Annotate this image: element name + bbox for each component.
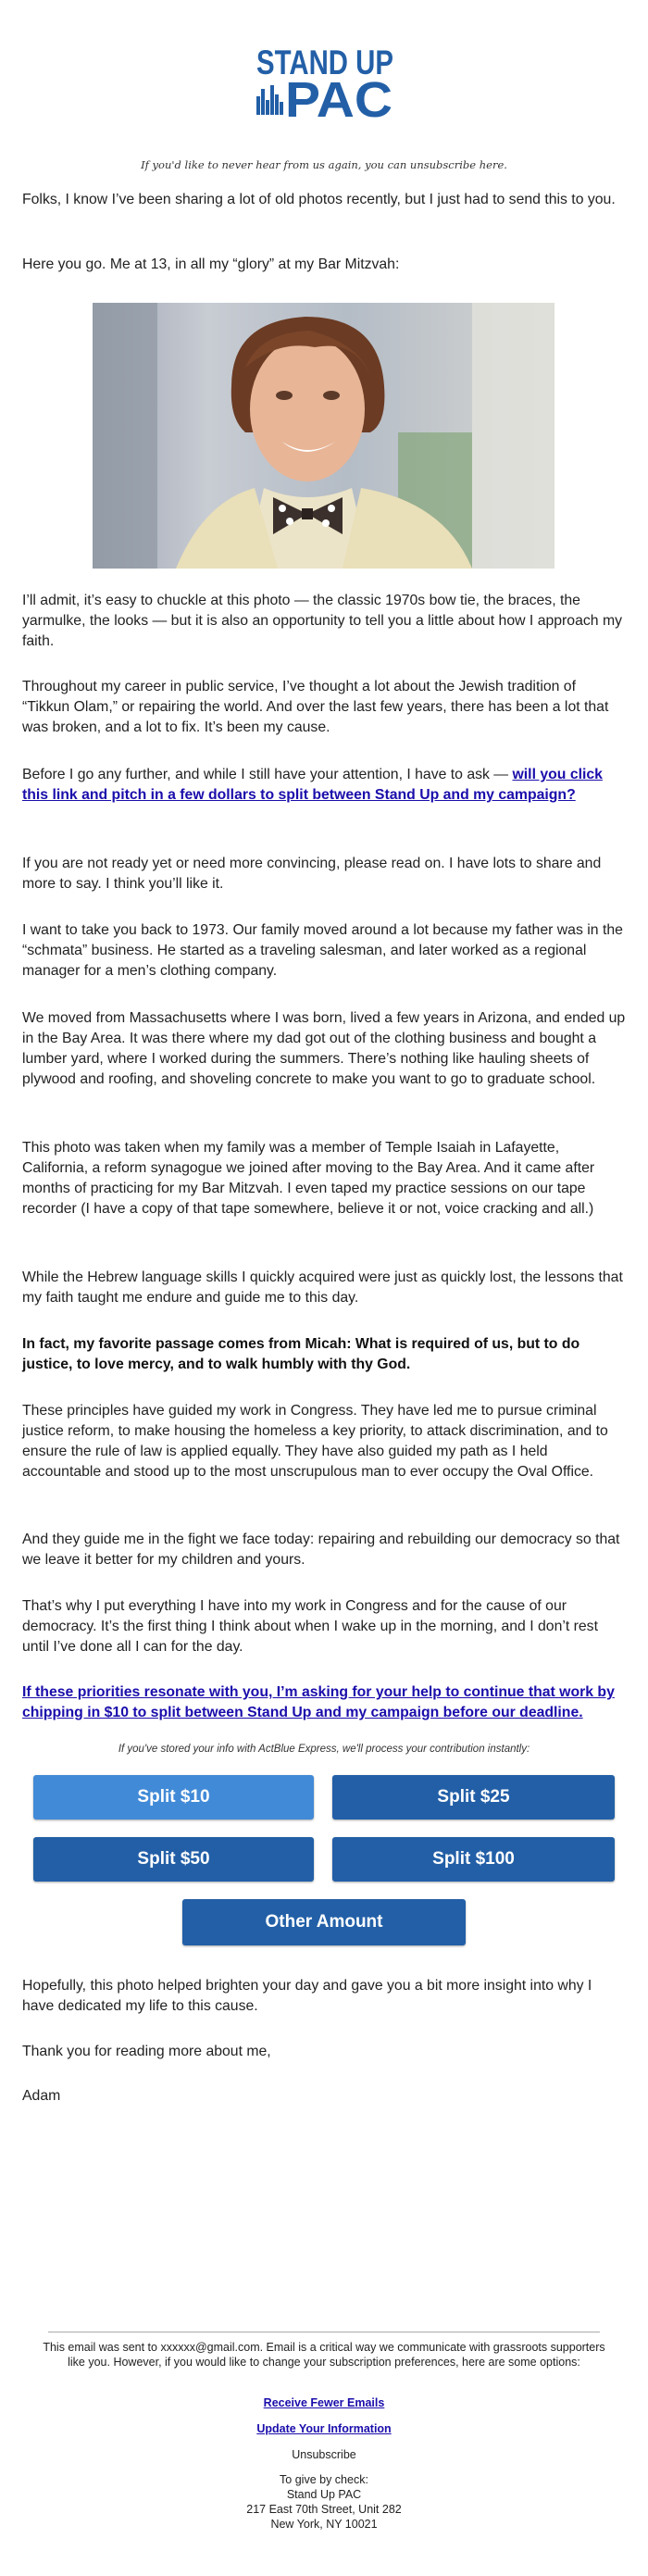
paragraph-ask xyxy=(22,765,626,806)
paragraph-intro: Folks, I know I’ve been sharing a lot of old photos recently, but I just had to send this to you. xyxy=(22,192,616,207)
ask-text: Before I go any further, and while I still have your attention, I have to ask — xyxy=(22,767,513,782)
donate-priorities-link[interactable]: If these priorities resonate with you, I’m asking for your help to continue that work by chipping in $10 to split between Stand Up and my campaign before our deadline. xyxy=(22,1684,615,1720)
unsubscribe-notice[interactable]: If you'd like to never hear from us again, you can unsubscribe here. xyxy=(141,158,507,171)
paragraph-here-you-go: Here you go. Me at 13, in all my “glory” at my Bar Mitzvah: xyxy=(22,256,400,272)
split-100-button[interactable]: Split $100 xyxy=(332,1837,615,1882)
donate-ask-link[interactable]: will you click this link and pitch in a few dollars to split between Stand Up and my campaign? xyxy=(22,767,603,803)
paragraph-everything: That’s why I put everything I have into my work in Congress and for the cause of our democracy. It’s the first thing I think about when I wake up in the morning, and I don’t rest until I’ve done all I can for the day. xyxy=(22,1598,598,1655)
paragraph-1973: I want to take you back to 1973. Our family moved around a lot because my father was in the “schmata” business. He started as a traveling salesman, and later worked as a regional manager for a men’s clothing company. xyxy=(22,922,623,979)
footer-check-street: 217 East 70th Street, Unit 282 xyxy=(246,2503,402,2516)
bar-mitzvah-photo xyxy=(93,303,555,569)
paragraph-principles: These principles have guided my work in Congress. They have led me to pursue criminal justice reform, to make housing the homeless a key priority, to attack discrimination, and to ensure the rule of law is applied equally. They have also guided my path as I held accountable and stood up to the most unscrupulous man to ever occupy the Oval Office. xyxy=(22,1403,608,1480)
stand-up-pac-logo[interactable] xyxy=(255,41,394,130)
footer-update-info xyxy=(37,2421,611,2436)
split-10-button[interactable]: Split $10 xyxy=(33,1775,314,1819)
other-amount-button[interactable]: Other Amount xyxy=(182,1899,466,1945)
signature: Adam xyxy=(22,2088,61,2104)
paragraph-moved: We moved from Massachusetts where I was born, lived a few years in Arizona, and ended up in the Bay Area. It was there where my dad got out of the clothing business and bought a lumber yard, where I worked during the summers. There’s nothing like hauling sheets of plywood and roofing, and shoveling concrete to make you want to go to graduate school. xyxy=(22,1010,626,1087)
logo-line-1: STAND UP xyxy=(256,44,393,81)
paragraph-hopefully: Hopefully, this photo helped brighten your day and gave you a bit more insight into why I have dedicated my life to this cause. xyxy=(22,1978,592,2014)
paragraph-hebrew: While the Hebrew language skills I quickly acquired were just as quickly lost, the lessons that my faith taught me endure and guide me to this day. xyxy=(22,1269,623,1306)
update-info-link[interactable]: Update Your Information xyxy=(256,2422,392,2435)
footer-unsubscribe[interactable]: Unsubscribe xyxy=(292,2448,356,2461)
paragraph-chuckle: I’ll admit, it’s easy to chuckle at this photo — the classic 1970s bow tie, the braces, the yarmulke, the looks — but it is also an opportunity to tell you a little about how I approach my faith. xyxy=(22,593,623,649)
paragraph-democracy: And they guide me in the fight we face today: repairing and rebuilding our democracy so that we leave it better for my children and yours. xyxy=(22,1532,620,1568)
split-25-button[interactable]: Split $25 xyxy=(332,1775,615,1819)
footer-check-intro: To give by check: xyxy=(280,2473,368,2486)
paragraph-read-on: If you are not ready yet or need more convincing, please read on. I have lots to share and more to say. I think you’ll like it. xyxy=(22,856,602,892)
actblue-express-note: If you've stored your info with ActBlue Express, we'll process your contribution instantly: xyxy=(118,1744,530,1755)
paragraph-thank-you: Thank you for reading more about me, xyxy=(22,2044,271,2059)
footer-fewer-emails xyxy=(37,2395,611,2410)
split-50-button[interactable]: Split $50 xyxy=(33,1837,314,1882)
paragraph-temple: This photo was taken when my family was a member of Temple Isaiah in Lafayette, California, a reform synagogue we joined after moving to the Bay Area. And it came after months of practicing for my Bar Mitzvah. I even taped my practice sessions on our tape recorder (I have a copy of that tape somewhere, believe it or not, voice cracking and all.) xyxy=(22,1140,595,1217)
logo-line-2: PAC xyxy=(285,72,393,128)
paragraph-priorities xyxy=(22,1682,626,1723)
skyline-bars-icon xyxy=(256,85,283,115)
paragraph-micah: In fact, my favorite passage comes from Micah: What is required of us, but to do justice, to love mercy, and to walk humbly with thy God. xyxy=(22,1336,580,1372)
receive-fewer-emails-link[interactable]: Receive Fewer Emails xyxy=(263,2396,385,2409)
footer-check-name: Stand Up PAC xyxy=(286,2488,362,2501)
footer-check-city: New York, NY 10021 xyxy=(270,2518,378,2531)
paragraph-tikkun-olam: Throughout my career in public service, I’ve thought a lot about the Jewish tradition of “Tikkun Olam,” or repairing the world. And over the last few years, there has been a lot that was broken, and a lot to fix. It’s been my cause. xyxy=(22,679,609,735)
footer-sent-to: This email was sent to xxxxxx@gmail.com. Email is a critical way we communicate with grassroots supporters like you. However, if you would like to change your subscription preferences, here are some options: xyxy=(43,2341,605,2369)
